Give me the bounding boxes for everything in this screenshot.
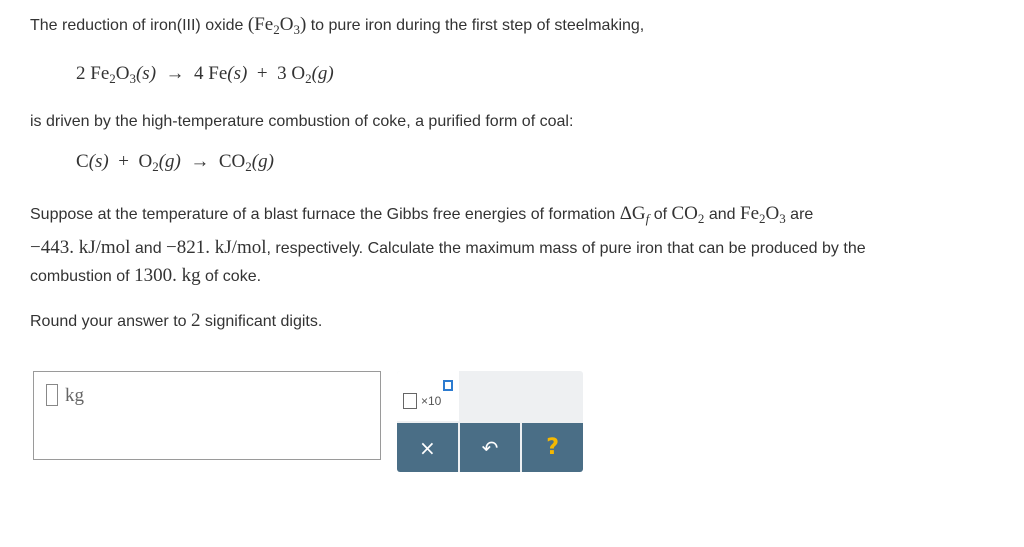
answer-input[interactable] bbox=[33, 371, 381, 460]
question-icon: ? bbox=[546, 435, 560, 460]
answer-entry-box[interactable] bbox=[46, 384, 58, 406]
intro-line bbox=[30, 14, 644, 36]
undo-button[interactable] bbox=[460, 423, 521, 472]
arrow-icon: → bbox=[190, 151, 210, 172]
intro-text: The reduction of iron(III) oxide bbox=[30, 17, 248, 34]
rounding-instruction: Round your answer to 2 significant digits. bbox=[30, 310, 323, 331]
close-icon: × bbox=[418, 435, 436, 460]
tool-button-row bbox=[397, 423, 583, 472]
combustion-equation: $C(s) + O_2(g) \to CO_2(g)$ bbox=[76, 151, 274, 174]
combustion-intro: is driven by the high-temperature combustion of coke, a purified form of coal: bbox=[30, 113, 574, 130]
undo-icon: ↶ bbox=[481, 435, 499, 460]
answer-unit: kg bbox=[65, 385, 84, 406]
help-button[interactable] bbox=[522, 423, 583, 472]
clear-button[interactable] bbox=[397, 423, 458, 472]
fe2o3-formula: $(Fe_2O_3)$ bbox=[247, 14, 307, 37]
question-paragraph-line3: combustion of 1300. kg of coke. bbox=[30, 265, 262, 286]
question-paragraph-line1: Suppose at the temperature of a blast furnace the Gibbs free energies of formation $\Delta G_f$ of $CO_2$ and $Fe_2O_3$ are bbox=[30, 203, 814, 226]
mantissa-box-icon bbox=[403, 393, 417, 409]
question-paragraph-line2: −443. kJ/mol and −821. kJ/mol, respectively. Calculate the maximum mass of pure iron that can be produced by the bbox=[30, 237, 866, 258]
intro-text-end: to pure iron during the first step of steelmaking, bbox=[306, 17, 645, 34]
exponent-box-icon bbox=[443, 380, 453, 391]
reduction-equation: 2 $Fe_2O_3(s) \to 4$ Fe(s) + 3 $O_2(g)$ bbox=[76, 63, 334, 86]
x10-label: ×10 bbox=[421, 394, 442, 408]
scientific-notation-button[interactable] bbox=[397, 371, 459, 421]
math-tool-palette bbox=[397, 371, 583, 472]
arrow-icon: → bbox=[165, 63, 185, 84]
